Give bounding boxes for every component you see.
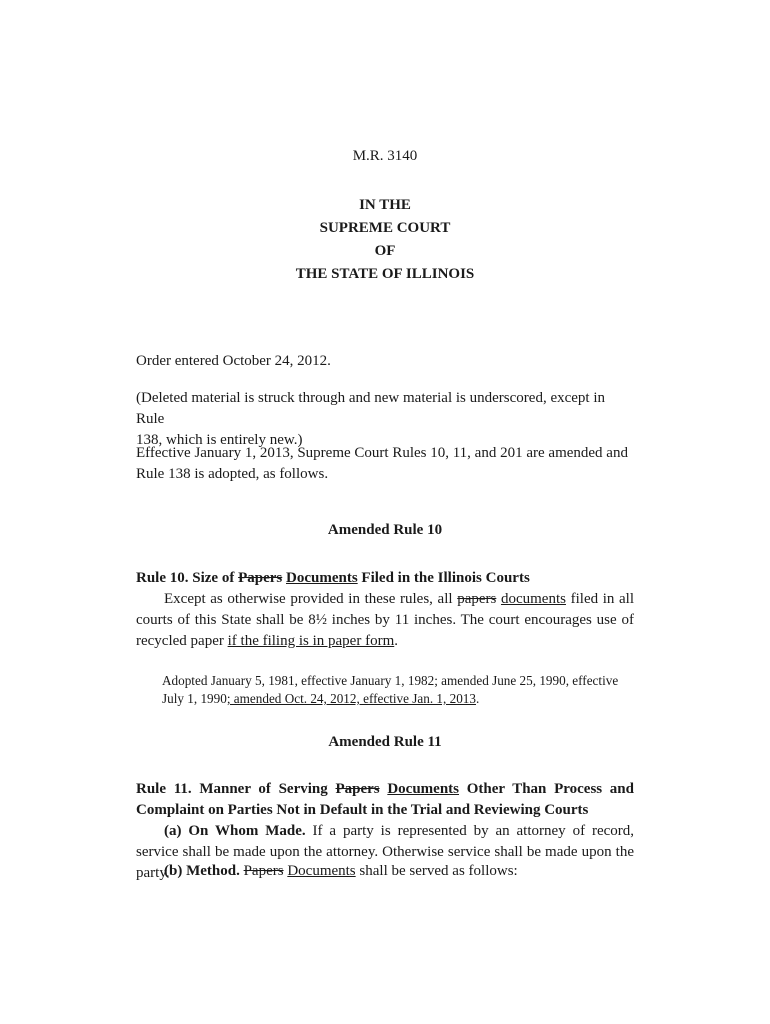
rule10-history-end: .: [476, 691, 480, 706]
effective-line-2: Rule 138 is adopted, as follows.: [136, 466, 329, 482]
rule11-b-label: (b) Method.: [164, 863, 240, 879]
rule11-b-deleted: Papers: [243, 863, 284, 879]
rule10-body: [136, 589, 634, 652]
rule10-section-heading: Amended Rule 10: [327, 522, 443, 538]
rule11-title-deleted: Papers: [335, 781, 380, 797]
rule11-title-added: Documents: [387, 781, 460, 797]
court-caption: [0, 194, 770, 286]
rule10-history-pre: July 1, 1990: [162, 691, 227, 706]
rule10-title-post: Filed in the Illinois Courts: [357, 570, 530, 586]
rule10-title-pre: Rule 10. Size of: [136, 570, 239, 586]
caption-line-3: OF: [374, 243, 396, 259]
rule11-b-text: shall be served as follows:: [355, 863, 518, 879]
docket-number: M.R. 3140: [352, 148, 418, 164]
rule10-title-added: Documents: [286, 570, 358, 586]
rule11-title-post: Other Than Process and Complaint on Parties Not in Default in the Trial and Reviewing Courts: [136, 781, 634, 818]
rule11-paragraph-b: [136, 861, 634, 882]
rule10-title: [136, 568, 634, 589]
caption-line-1: IN THE: [359, 197, 411, 213]
rule10-body-end: .: [394, 633, 398, 649]
rule11-title: [136, 779, 634, 821]
rule10-body-added: documents: [500, 591, 566, 607]
rule10-body-added-2: if the filing is in paper form: [227, 633, 395, 649]
rule11-section-heading: Amended Rule 11: [328, 734, 442, 750]
rule11-a-text: If a party is represented by an attorney of record, service shall be made upon the attorney. Otherwise service shall be made upon the party.: [136, 823, 635, 881]
rule11-title-pre: Rule 11. Manner of Serving: [136, 781, 336, 797]
deletion-note-line-2: 138, which is entirely new.): [136, 432, 303, 448]
rule10-body-mid: filed in all courts of this State shall be 8½ inches by 11 inches. The court encourages use of recycled paper: [136, 591, 635, 649]
caption-line-4: THE STATE OF ILLINOIS: [295, 266, 475, 282]
rule10-history-added: ; amended Oct. 24, 2012, effective Jan. 1, 2013: [226, 691, 476, 706]
rule10-title-deleted: Papers: [238, 570, 283, 586]
rule11-b-added: Documents: [287, 863, 356, 879]
deletion-note-line-1: (Deleted material is struck through and new material is underscored, except in Rule: [136, 390, 605, 427]
rule10-history: [162, 672, 634, 708]
rule10-body-pre: Except as otherwise provided in these rules, all: [164, 591, 458, 607]
effective-statement: [136, 443, 634, 485]
rule10-history-line-1: Adopted January 5, 1981, effective January 1, 1982; amended June 25, 1990, effective: [162, 673, 619, 688]
rule10-history-line-2: [162, 690, 634, 708]
deletion-note: [136, 388, 634, 451]
caption-line-2: SUPREME COURT: [319, 220, 451, 236]
effective-line-1: Effective January 1, 2013, Supreme Court Rules 10, 11, and 201 are amended and: [136, 445, 628, 461]
rule10-body-deleted: papers: [457, 591, 497, 607]
order-entered: Order entered October 24, 2012.: [136, 353, 331, 369]
rule11-a-label: (a) On Whom Made.: [164, 823, 306, 839]
